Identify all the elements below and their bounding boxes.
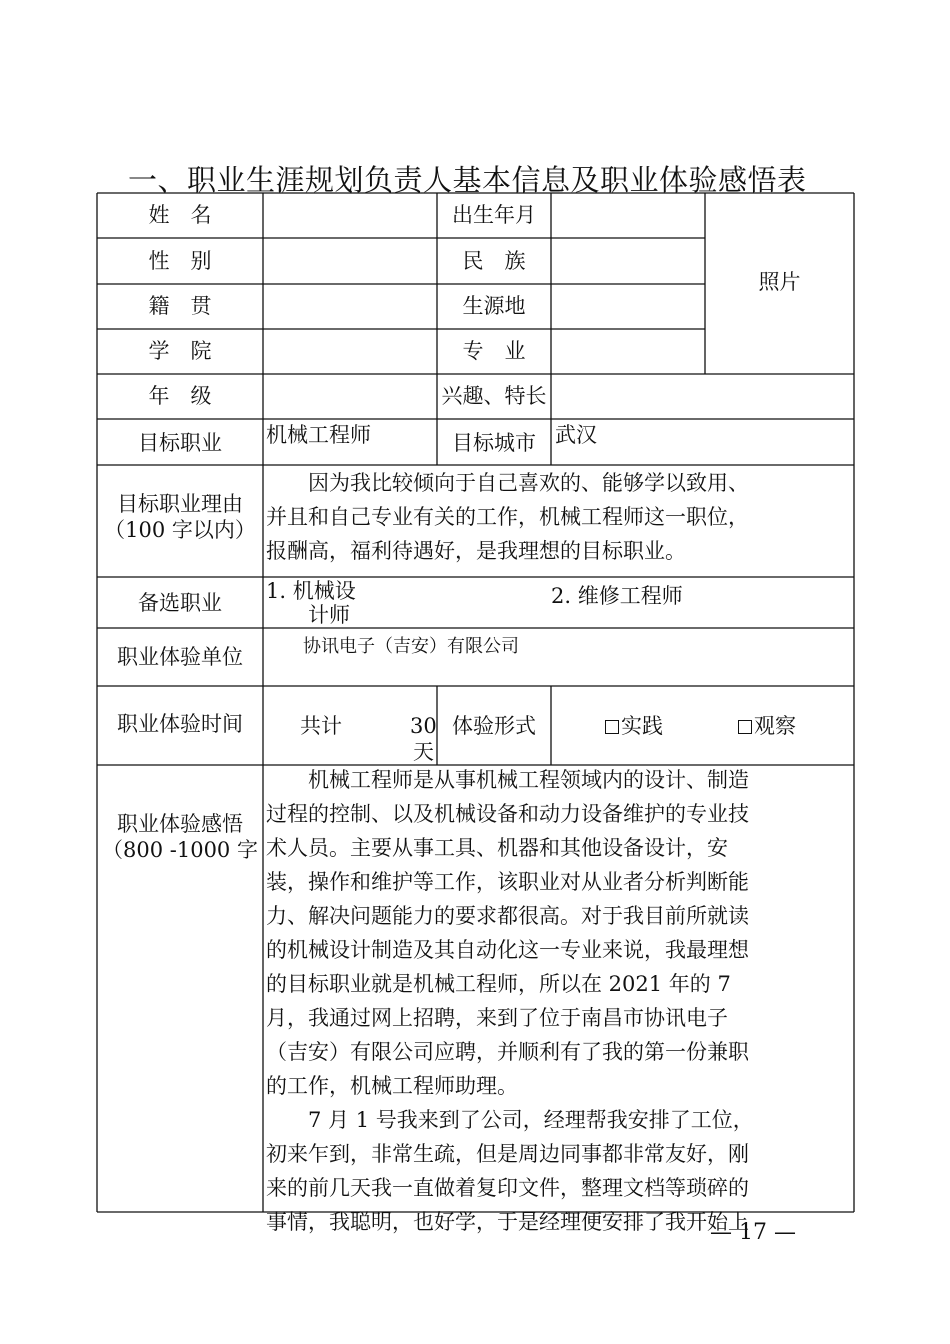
checkbox-icon[interactable]	[738, 720, 752, 734]
feeling-line: 术人员。主要从事工具、机器和其他设备设计，安	[266, 836, 728, 860]
target-job-value: 机械工程师	[266, 423, 371, 447]
label-birth: 出生年月	[452, 203, 536, 227]
feeling-line: 来的前几天我一直做着复印文件，整理文档等琐碎的	[266, 1176, 749, 1200]
feeling-text	[266, 763, 754, 1239]
alt-job-1	[266, 579, 356, 627]
feeling-line: 事情，我聪明，也好学，于是经理便安排了我开始上	[266, 1210, 749, 1234]
label-reason-1: 目标职业理由	[117, 492, 243, 516]
feeling-line: （吉安）有限公司应聘，并顺利有了我的第一份兼职	[266, 1040, 749, 1064]
reason-text	[266, 466, 749, 568]
option-observe-label: 观察	[754, 714, 796, 738]
alt-job-2: 2. 维修工程师	[551, 584, 683, 608]
option-observe[interactable]	[738, 714, 796, 739]
feeling-line: 机械工程师是从事机械工程领域内的设计、制造	[266, 768, 749, 792]
label-unit: 职业体验单位	[117, 645, 243, 669]
page-title: 一、职业生涯规划负责人基本信息及职业体验感悟表	[128, 163, 807, 197]
label-gender: 性 别	[148, 249, 212, 273]
unit-value: 协讯电子（吉安）有限公司	[303, 636, 519, 657]
label-college: 学 院	[148, 339, 212, 363]
feeling-line: 的机械设计制造及其自动化这一专业来说，我最理想	[266, 938, 749, 962]
target-city-value: 武汉	[555, 423, 597, 447]
label-target-city: 目标城市	[452, 431, 536, 455]
label-photo: 照片	[758, 270, 801, 294]
label-ethnic: 民 族	[462, 249, 526, 273]
option-practice-label: 实践	[621, 714, 663, 738]
feeling-line: 的工作，机械工程师助理。	[266, 1074, 518, 1098]
reason-line: 报酬高，福利待遇好，是我理想的目标职业。	[266, 539, 686, 563]
feeling-line: 月，我通过网上招聘，来到了位于南昌市协讯电子	[266, 1006, 728, 1030]
feeling-line: 7 月 1 号我来到了公司，经理帮我安排了工位，	[266, 1108, 754, 1132]
reason-line: 因为我比较倾向于自己喜欢的、能够学以致用、	[266, 471, 749, 495]
label-origin: 生源地	[462, 294, 526, 318]
reason-line: 并且和自己专业有关的工作，机械工程师这一职位，	[266, 505, 749, 529]
label-interest: 兴趣、特长	[441, 384, 547, 408]
label-target-job: 目标职业	[138, 431, 222, 455]
feeling-line: 装，操作和维护等工作，该职业对从业者分析判断能	[266, 870, 749, 894]
label-major: 专 业	[462, 339, 526, 363]
label-reason-2: （100 字以内）	[104, 518, 256, 542]
feeling-line: 的目标职业就是机械工程师，所以在 2021 年的 7	[266, 972, 731, 996]
feeling-line: 初来乍到，非常生疏，但是周边同事都非常友好，刚	[266, 1142, 749, 1166]
label-alt-job: 备选职业	[138, 591, 222, 615]
alt-job-1-line: 计师	[308, 603, 350, 627]
alt-job-1-line: 1. 机械设	[266, 579, 356, 603]
days-unit: 天	[413, 740, 434, 764]
checkbox-icon[interactable]	[605, 720, 619, 734]
total-days: 30	[410, 714, 437, 738]
label-feeling-2: （800 -1000 字	[102, 838, 258, 862]
feeling-line: 过程的控制、以及机械设备和动力设备维护的专业技	[266, 802, 749, 826]
label-name: 姓 名	[148, 203, 212, 227]
label-native: 籍 贯	[148, 294, 212, 318]
option-practice[interactable]	[605, 714, 663, 739]
page-number: — 17 —	[710, 1220, 796, 1245]
label-feeling-1: 职业体验感悟	[117, 812, 243, 836]
label-form: 体验形式	[452, 714, 536, 738]
label-time: 职业体验时间	[117, 712, 243, 736]
total-label: 共计	[300, 714, 342, 738]
label-grade: 年 级	[148, 384, 212, 408]
feeling-line: 力、解决问题能力的要求都很高。对于我目前所就读	[266, 904, 749, 928]
